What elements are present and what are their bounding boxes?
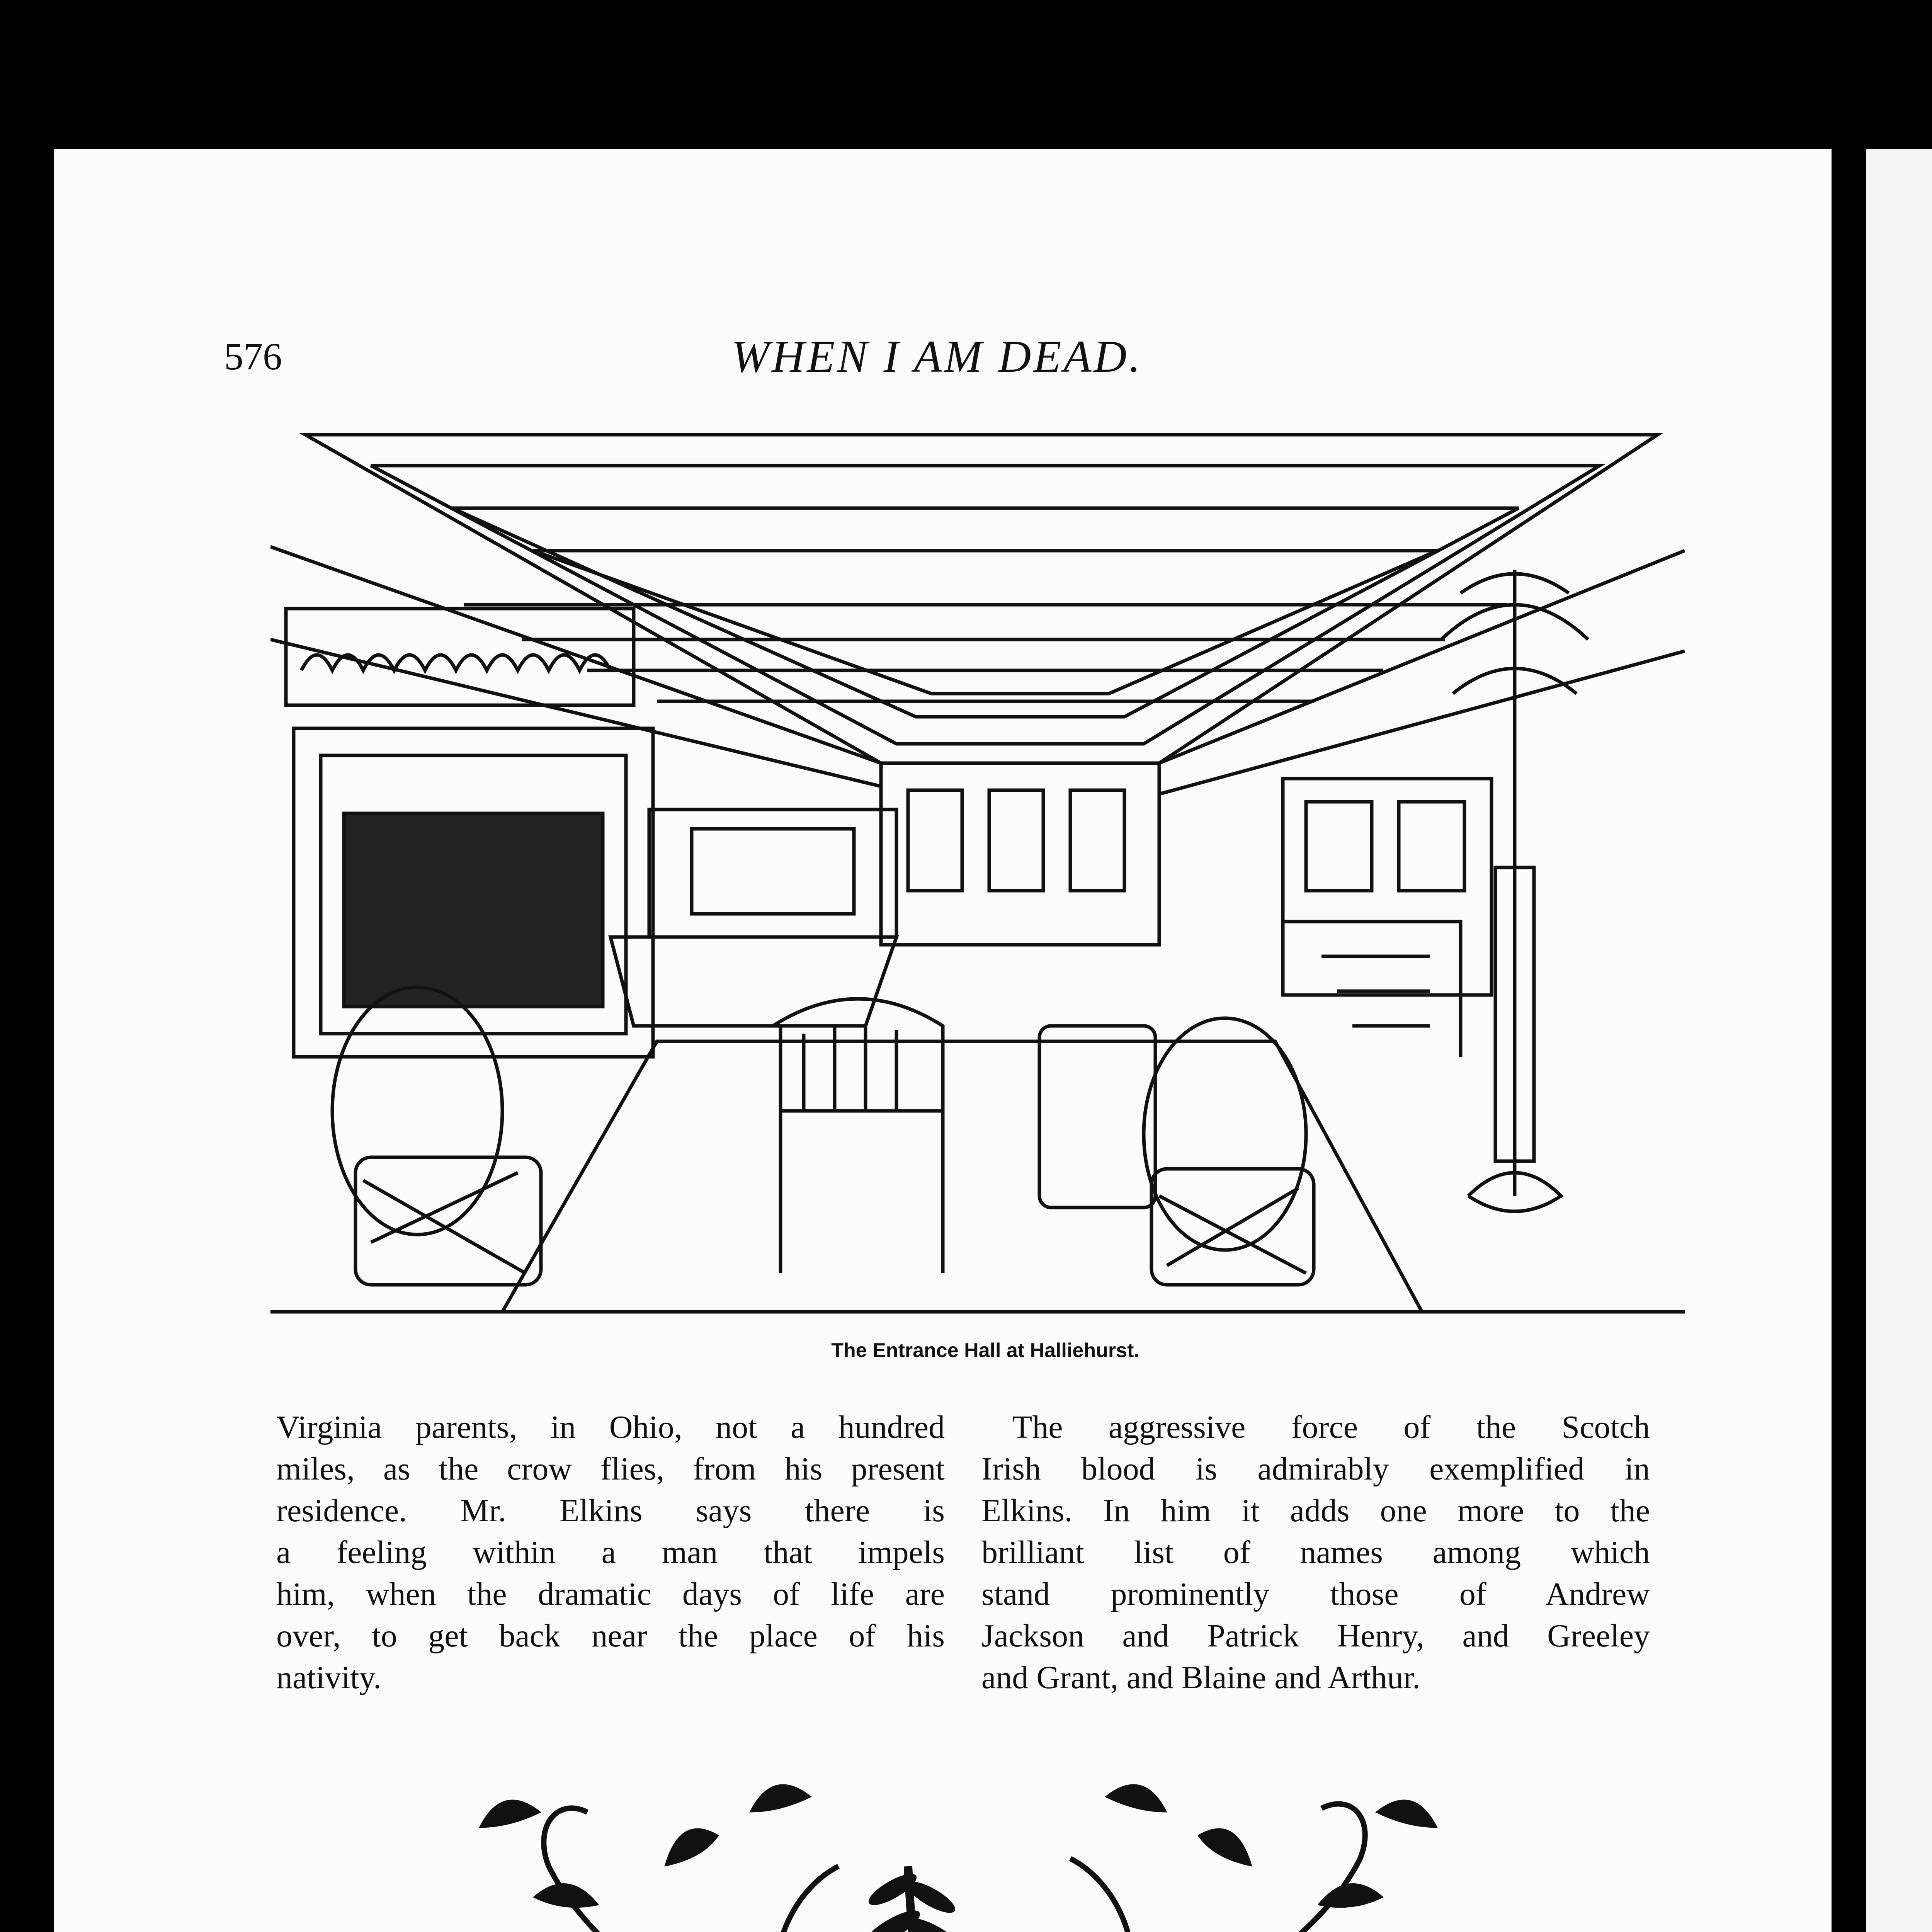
page-number: 576: [224, 335, 282, 378]
text-line: him, when the dramatic days of life are: [276, 1576, 945, 1612]
text-line: Virginia parents, in Ohio, not a hundred: [276, 1409, 945, 1445]
text-line: brilliant list of names among which: [981, 1534, 1650, 1570]
text-line: stand prominently those of Andrew: [981, 1576, 1650, 1612]
entrance-hall-engraving-icon: [270, 423, 1685, 1323]
right-text-column: [981, 1406, 1650, 1699]
text-line: Jackson and Patrick Henry, and Greeley: [981, 1618, 1650, 1654]
text-line: residence. Mr. Elkins says there is: [276, 1493, 945, 1529]
left-text-column: [276, 1406, 945, 1699]
fern-foliage-ornament-icon: [433, 1750, 1484, 1932]
text-line: over, to get back near the place of his: [276, 1618, 945, 1654]
running-head: WHEN I AM DEAD.: [731, 331, 1143, 382]
text-line: Irish blood is admirably exemplified in: [981, 1451, 1650, 1487]
text-line: nativity.: [276, 1660, 382, 1696]
illustration-caption: The Entrance Hall at Halliehurst.: [831, 1339, 1139, 1362]
facing-page-edge: [1866, 149, 1932, 1932]
text-line: The aggressive force of the Scotch: [1012, 1409, 1650, 1445]
text-line: a feeling within a man that impels: [276, 1534, 945, 1570]
text-line: and Grant, and Blaine and Arthur.: [981, 1660, 1421, 1696]
text-line: miles, as the crow flies, from his present: [276, 1451, 945, 1487]
text-line: Elkins. In him it adds one more to the: [981, 1493, 1650, 1529]
